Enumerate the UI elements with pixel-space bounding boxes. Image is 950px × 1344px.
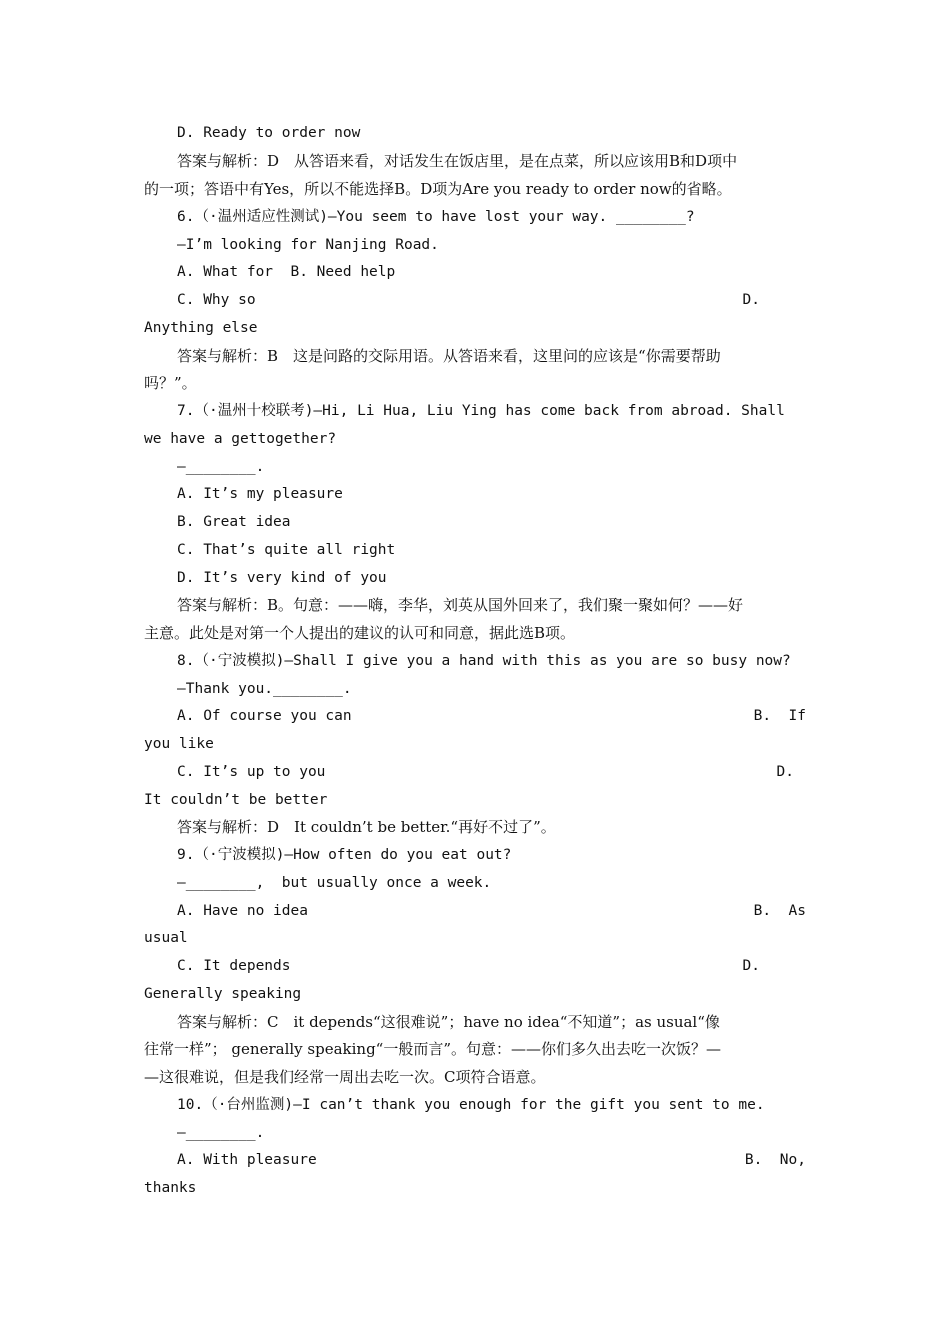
option-8b-end: you like	[144, 736, 214, 752]
option-7a: A. It’s my pleasure	[177, 486, 343, 502]
question-9: 9.（·宁波模拟)—How often do you eat out?	[177, 847, 512, 863]
option-10b-end: thanks	[144, 1180, 197, 1196]
option-9c: C. It depends	[177, 958, 291, 974]
options-10ab	[177, 1146, 806, 1174]
question-9-reply: —________, but usually once a week.	[177, 875, 492, 891]
option-6c: C. Why so	[177, 292, 256, 308]
answer-6-line-2: 吗？”。	[144, 374, 197, 392]
options-9cd	[177, 952, 806, 980]
option-9a: A. Have no idea	[177, 903, 308, 919]
option-7c: C. That’s quite all right	[177, 542, 396, 558]
answer-6-line-1: 答案与解析：B 这是问路的交际用语。从答语来看，这里问的应该是“你需要帮助	[177, 347, 721, 365]
option-7d: D. It’s very kind of you	[177, 570, 387, 586]
answer-7-line-1: 答案与解析：B。句意：——嗨，李华，刘英从国外回来了，我们聚一聚如何？——好	[177, 596, 744, 614]
option-10b-start: B. No,	[744, 1152, 806, 1168]
options-8cd	[177, 758, 806, 786]
question-8-reply: —Thank you.________.	[177, 681, 352, 697]
answer-5-line-1: 答案与解析：D 从答语来看，对话发生在饭店里，是在点菜，所以应该用B和D项中	[177, 152, 738, 170]
option-7b: B. Great idea	[177, 514, 291, 530]
options-6cd	[177, 286, 806, 314]
option-5d: D. Ready to order now	[177, 125, 361, 141]
option-9d-letter: D.	[742, 958, 760, 974]
option-6d-letter: D.	[742, 292, 760, 308]
option-9b-end: usual	[144, 930, 188, 946]
answer-5-line-2: 的一项；答语中有Yes，所以不能选择B。D项为Are you ready to order now的省略。	[144, 180, 732, 198]
option-8d-text: It couldn’t be better	[144, 792, 328, 808]
options-8ab	[177, 702, 806, 730]
answer-8: 答案与解析：D It couldn’t be better.“再好不过了”。	[177, 818, 556, 836]
option-6d-text: Anything else	[144, 320, 258, 336]
answer-9-line-2: 往常一样”； generally speaking“一般而言”。句意：——你们多久出去吃一次饭？—	[144, 1040, 722, 1058]
question-7-line-1: 7.（·温州十校联考)—Hi, Li Hua, Liu Ying has come back from abroad. Shall	[177, 403, 785, 419]
option-9d-text: Generally speaking	[144, 986, 302, 1002]
question-7-line-2: we have a gettogether?	[144, 431, 337, 447]
option-8b-start: B. If	[753, 708, 806, 724]
question-6-reply: —I’m looking for Nanjing Road.	[177, 237, 439, 253]
options-6ab: A. What for B. Need help	[177, 264, 396, 280]
answer-9-line-1: 答案与解析：C it depends“这很难说”；have no idea“不知道”；as usual“像	[177, 1013, 720, 1031]
question-6: 6.（·温州适应性测试)—You seem to have lost your way. ________?	[177, 209, 695, 225]
question-7-reply: —________.	[177, 459, 265, 475]
question-10-reply: —________.	[177, 1125, 265, 1141]
option-9b-start: B. As	[753, 903, 806, 919]
answer-7-line-2: 主意。此处是对第一个人提出的建议的认可和同意，据此选B项。	[144, 624, 576, 642]
option-10a: A. With pleasure	[177, 1152, 317, 1168]
answer-9-line-3: —这很难说，但是我们经常一周出去吃一次。C项符合语意。	[144, 1068, 546, 1086]
option-8d-letter: D.	[776, 764, 794, 780]
option-8a: A. Of course you can	[177, 708, 352, 724]
option-8c: C. It’s up to you	[177, 764, 326, 780]
options-9ab	[177, 897, 806, 925]
question-10: 10.（·台州监测)—I can’t thank you enough for the gift you sent to me.	[177, 1097, 765, 1113]
question-8: 8.（·宁波模拟)—Shall I give you a hand with this as you are so busy now?	[177, 653, 791, 669]
